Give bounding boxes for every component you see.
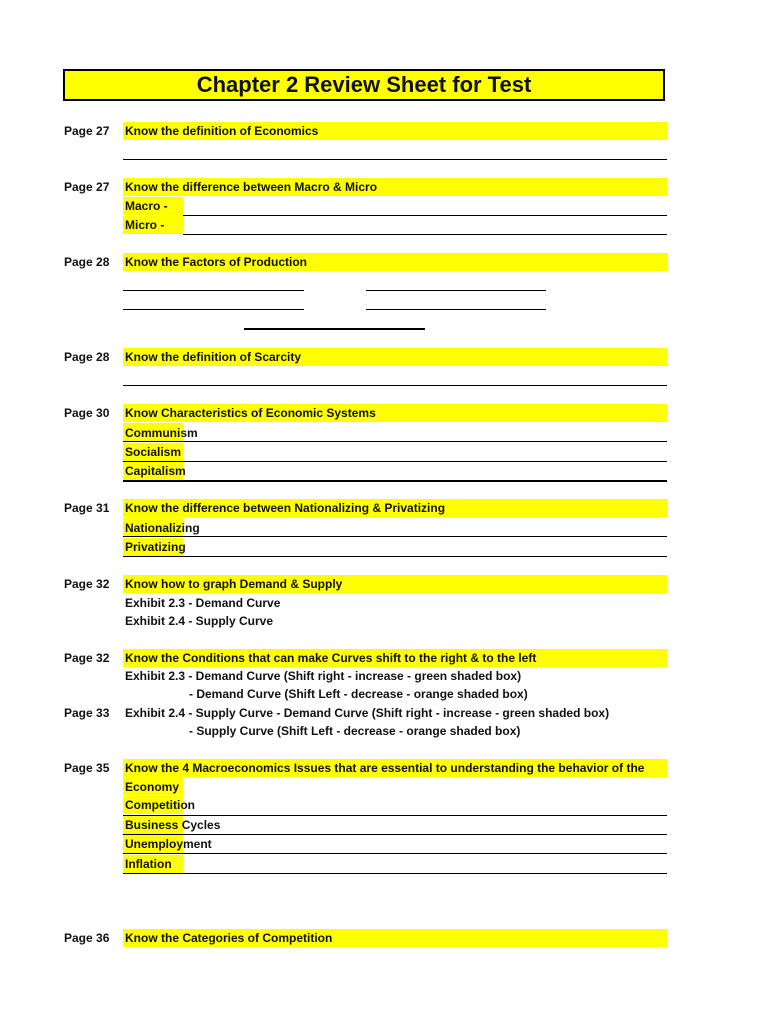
answer-line[interactable] <box>123 309 304 310</box>
answer-line[interactable] <box>123 834 667 835</box>
page-label: Page 32 <box>64 651 110 665</box>
section-heading: Know the difference between Macro & Micro <box>125 180 378 194</box>
section-heading: Know Characteristics of Economic Systems <box>125 406 376 420</box>
exhibit-text: Exhibit 2.3 - Demand Curve <box>125 596 281 610</box>
item-label: Micro - <box>125 218 165 232</box>
answer-line[interactable] <box>183 215 667 216</box>
sheet-title: Chapter 2 Review Sheet for Test <box>63 69 665 101</box>
answer-line[interactable] <box>123 461 667 462</box>
answer-line[interactable] <box>123 385 667 386</box>
answer-line[interactable] <box>123 536 667 537</box>
answer-line[interactable] <box>183 234 667 235</box>
answer-line[interactable] <box>123 480 667 482</box>
page-label: Page 36 <box>64 931 110 945</box>
page-label: Page 28 <box>64 255 110 269</box>
section-heading: Know the definition of Economics <box>125 124 319 138</box>
page-label: Page 30 <box>64 406 110 420</box>
item-label: Capitalism <box>125 464 186 478</box>
section-heading: Know the definition of Scarcity <box>125 350 302 364</box>
exhibit-text: Exhibit 2.4 - Supply Curve <box>125 614 274 628</box>
answer-line[interactable] <box>123 815 667 816</box>
section-heading: Know the Factors of Production <box>125 255 307 269</box>
item-label: Privatizing <box>125 540 186 554</box>
item-label: Nationalizing <box>125 521 200 535</box>
answer-line[interactable] <box>244 328 425 330</box>
exhibit-text: - Demand Curve (Shift Left - decrease - orange shaded box) <box>189 687 528 701</box>
answer-line[interactable] <box>123 873 667 874</box>
section-heading: Know the Categories of Competition <box>125 931 333 945</box>
section-heading: Know how to graph Demand & Supply <box>125 577 343 591</box>
page-label: Page 35 <box>64 761 110 775</box>
section-heading: Know the Conditions that can make Curves shift to the right & to the left <box>125 651 537 665</box>
exhibit-text: Exhibit 2.3 - Demand Curve (Shift right - increase - green shaded box) <box>125 669 522 683</box>
item-label: Competition <box>125 798 195 812</box>
page-label: Page 31 <box>64 501 110 515</box>
item-label: Macro - <box>125 199 168 213</box>
answer-line[interactable] <box>366 309 546 310</box>
answer-line[interactable] <box>366 290 546 291</box>
item-label: Communism <box>125 426 198 440</box>
item-label: Business Cycles <box>125 818 221 832</box>
page-label: Page 32 <box>64 577 110 591</box>
page-label: Page 28 <box>64 350 110 364</box>
answer-line[interactable] <box>123 441 667 442</box>
answer-line[interactable] <box>123 556 667 557</box>
answer-line[interactable] <box>123 159 667 160</box>
exhibit-text: - Supply Curve (Shift Left - decrease - orange shaded box) <box>189 724 521 738</box>
page-label: Page 33 <box>64 706 110 720</box>
answer-line[interactable] <box>123 290 304 291</box>
section-heading-cont: Economy <box>125 780 180 794</box>
exhibit-text: Exhibit 2.4 - Supply Curve - Demand Curve (Shift right - increase - green shaded box) <box>125 706 610 720</box>
item-label: Unemployment <box>125 837 212 851</box>
section-heading: Know the difference between Nationalizing & Privatizing <box>125 501 446 515</box>
answer-line[interactable] <box>123 853 667 854</box>
item-label: Socialism <box>125 445 182 459</box>
page-label: Page 27 <box>64 124 110 138</box>
section-heading: Know the 4 Macroeconomics Issues that are essential to understanding the behavior of the <box>125 761 645 775</box>
item-label: Inflation <box>125 857 172 871</box>
page-label: Page 27 <box>64 180 110 194</box>
